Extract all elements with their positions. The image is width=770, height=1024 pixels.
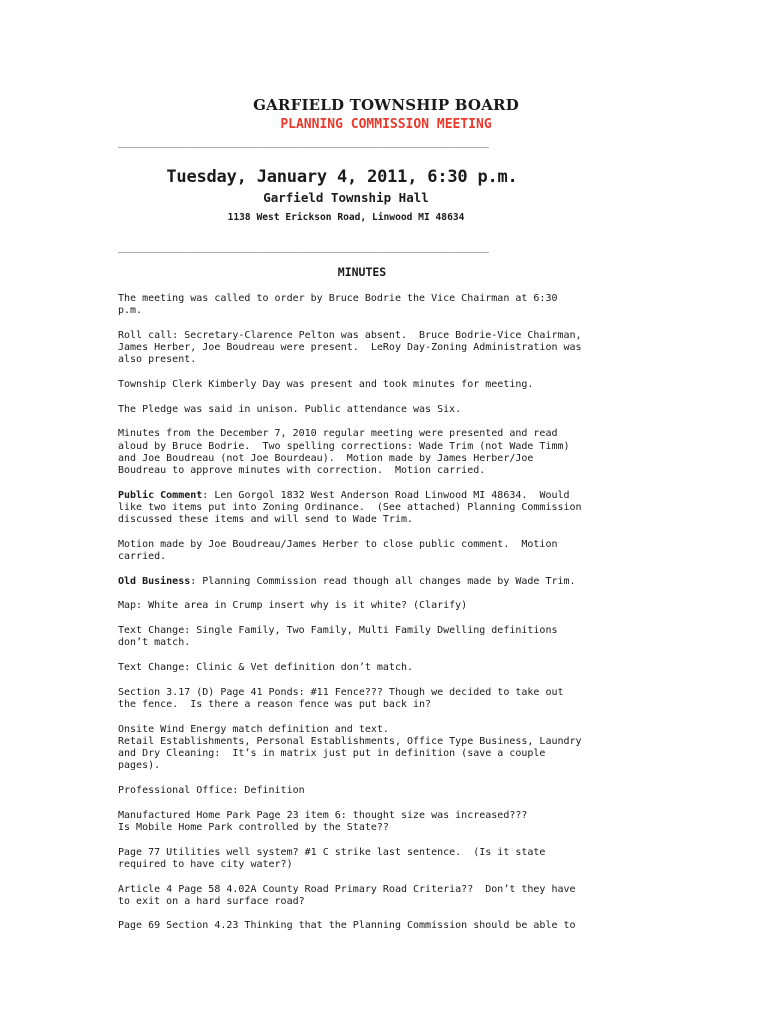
- paragraph-line: like two items put into Zoning Ordinance. (See attached) Planning Commission: [118, 501, 582, 513]
- minutes-paragraph: [118, 539, 658, 563]
- meeting-date: Tuesday, January 4, 2011, 6:30 p.m.: [166, 167, 518, 187]
- minutes-paragraph: [118, 404, 658, 416]
- meeting-subtitle: PLANNING COMMISSION MEETING: [280, 117, 492, 132]
- paragraph-line: The Pledge was said in unison. Public attendance was Six.: [118, 403, 462, 415]
- minutes-paragraph: [118, 490, 658, 527]
- minutes-paragraph: [118, 330, 658, 367]
- divider-bottom: ________________________________________________________: [118, 241, 489, 253]
- minutes-page: [118, 92, 654, 945]
- paragraph-label: Public Comment: [118, 489, 203, 501]
- paragraph-label: Old Business: [118, 575, 191, 587]
- paragraph-line: Text Change: Single Family, Two Family, Multi Family Dwelling definitions: [118, 625, 558, 637]
- meeting-address: 1138 West Erickson Road, Linwood MI 48634: [227, 212, 465, 223]
- paragraph-line: Text Change: Clinic & Vet definition don’t match.: [118, 662, 414, 674]
- minutes-paragraph: [118, 847, 658, 871]
- paragraph-line: Roll call: Secretary-Clarence Pelton was absent. Bruce Bodrie-Vice Chairman,: [118, 329, 582, 341]
- paragraph-line: don’t match.: [118, 637, 191, 649]
- minutes-paragraph: [118, 379, 658, 391]
- paragraph-line: Is Mobile Home Park controlled by the State??: [118, 821, 389, 833]
- paragraph-line: the fence. Is there a reason fence was put back in?: [118, 698, 432, 710]
- paragraph-line: The meeting was called to order by Bruce Bodrie the Vice Chairman at 6:30: [118, 293, 558, 304]
- paragraph-line: required to have city water?): [118, 858, 293, 870]
- minutes-body: [118, 293, 658, 933]
- divider-top: ________________________________________________________: [118, 136, 489, 148]
- paragraph-line: Map: White area in Crump insert why is it white? (Clarify): [118, 600, 468, 612]
- minutes-paragraph: [118, 293, 658, 317]
- paragraph-line: Retail Establishments, Personal Establishments, Office Type Business, Laundry: [118, 735, 582, 747]
- paragraph-line: : Planning Commission read though all changes made by Wade Trim.: [190, 575, 576, 587]
- paragraph-line: p.m.: [118, 305, 143, 317]
- minutes-paragraph: [118, 810, 658, 834]
- section-heading: MINUTES: [337, 265, 387, 279]
- paragraph-line: Section 3.17 (D) Page 41 Ponds: #11 Fence??? Though we decided to take out: [118, 686, 564, 698]
- paragraph-line: and Joe Boudreau (not Joe Bourdeau). Motion made by James Herber/Joe: [118, 452, 534, 464]
- minutes-paragraph: [118, 687, 658, 711]
- paragraph-line: Page 69 Section 4.23 Thinking that the Planning Commission should be able to: [118, 920, 576, 932]
- paragraph-line: also present.: [118, 354, 197, 366]
- paragraph-line: to exit on a hard surface road?: [118, 895, 305, 907]
- paragraph-line: Minutes from the December 7, 2010 regular meeting were presented and read: [118, 428, 558, 440]
- paragraph-line: Manufactured Home Park Page 23 item 6: thought size was increased???: [118, 809, 528, 821]
- minutes-paragraph: [118, 428, 658, 477]
- minutes-paragraph: [118, 625, 658, 649]
- paragraph-line: aloud by Bruce Bodrie. Two spelling corrections: Wade Trim (not Wade Timm): [118, 440, 570, 452]
- paragraph-line: Professional Office: Definition: [118, 784, 305, 796]
- paragraph-line: Page 77 Utilities well system? #1 C strike last sentence. (Is it state: [118, 846, 546, 858]
- meeting-location: Garfield Township Hall: [263, 190, 429, 205]
- paragraph-line: Boudreau to approve minutes with correction. Motion carried.: [118, 465, 486, 477]
- paragraph-line: : Len Gorgol 1832 West Anderson Road Linwood MI 48634. Would: [202, 489, 570, 501]
- board-title: GARFIELD TOWNSHIP BOARD: [253, 96, 519, 114]
- paragraph-line: carried.: [118, 551, 167, 563]
- minutes-paragraph: [118, 920, 658, 932]
- paragraph-line: James Herber, Joe Boudreau were present. LeRoy Day-Zoning Administration was: [118, 342, 582, 354]
- paragraph-line: Onsite Wind Energy match definition and text.: [118, 723, 389, 735]
- paragraph-line: discussed these items and will send to Wade Trim.: [118, 514, 414, 526]
- paragraph-line: pages).: [118, 760, 161, 772]
- paragraph-line: Motion made by Joe Boudreau/James Herber to close public comment. Motion: [118, 538, 558, 550]
- paragraph-line: Article 4 Page 58 4.02A County Road Primary Road Criteria?? Don’t they have: [118, 883, 576, 895]
- minutes-paragraph: [118, 662, 658, 674]
- minutes-paragraph: [118, 600, 658, 612]
- minutes-paragraph: [118, 884, 658, 908]
- minutes-paragraph: [118, 724, 658, 773]
- minutes-paragraph: [118, 576, 658, 588]
- paragraph-line: and Dry Cleaning: It’s in matrix just put in definition (save a couple: [118, 748, 546, 760]
- paragraph-line: Township Clerk Kimberly Day was present and took minutes for meeting.: [118, 379, 534, 391]
- minutes-paragraph: [118, 785, 658, 797]
